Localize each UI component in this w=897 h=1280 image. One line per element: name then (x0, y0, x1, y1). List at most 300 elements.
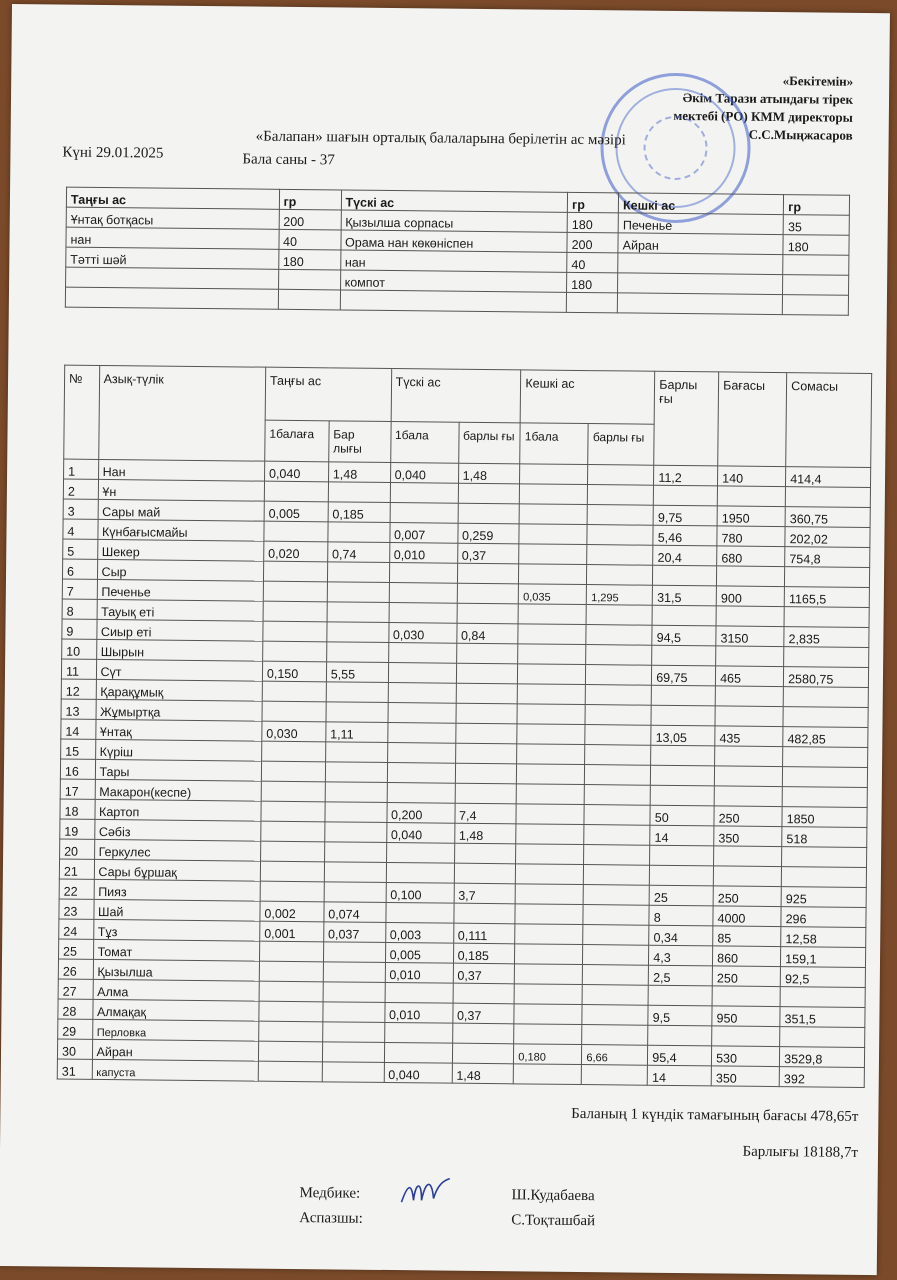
table-cell (457, 603, 519, 624)
table-cell: 15 (61, 739, 96, 759)
table-cell: 0,005 (385, 942, 453, 963)
menu-col-3: гр (567, 192, 618, 213)
table-cell (387, 762, 455, 783)
menu-cell: Печенье (618, 213, 783, 235)
table-cell (652, 605, 716, 626)
table-cell (456, 683, 518, 704)
table-cell (650, 865, 714, 886)
table-cell (260, 861, 324, 882)
table-cell: Күріш (95, 739, 262, 761)
table-cell: 13,05 (651, 725, 715, 746)
sub-lunch-per-child: 1бала (390, 421, 458, 463)
menu-cell: Ұнтақ ботқасы (66, 207, 279, 229)
table-cell: 0,180 (514, 1044, 582, 1065)
sub-breakfast-per-child: 1балаға (265, 420, 329, 462)
table-cell: 50 (650, 805, 714, 826)
table-cell (259, 981, 323, 1002)
table-cell (519, 504, 587, 525)
table-cell: 9 (62, 619, 97, 639)
table-cell: 19 (60, 819, 95, 839)
table-cell (584, 805, 650, 826)
table-cell: 0,001 (260, 921, 324, 942)
table-cell: 0,37 (452, 1003, 514, 1024)
table-cell: Күнбағысмайы (97, 519, 264, 541)
table-cell (516, 784, 584, 805)
table-cell (325, 802, 387, 823)
table-cell: 350 (711, 1066, 779, 1087)
table-cell (327, 602, 389, 623)
table-cell: Сиыр еті (96, 619, 263, 641)
table-cell (584, 845, 650, 866)
table-cell (520, 464, 588, 485)
table-cell: Перловка (92, 1019, 259, 1041)
table-cell: 925 (781, 887, 866, 908)
menu-col-0: Таңғы ас (66, 187, 279, 209)
table-cell (519, 524, 587, 545)
sub-dinner-per-child: 1бала (520, 423, 588, 465)
table-cell: 12 (61, 679, 96, 699)
table-cell (585, 725, 651, 746)
table-cell: 95,4 (648, 1045, 712, 1066)
table-cell (783, 747, 868, 768)
table-cell: 780 (717, 526, 785, 547)
table-cell (453, 983, 515, 1004)
table-cell: 13 (61, 699, 96, 719)
table-cell (518, 604, 586, 625)
table-cell: 0,030 (388, 622, 456, 643)
table-cell: 0,37 (457, 543, 519, 564)
table-cell: 5,46 (653, 525, 717, 546)
table-cell (518, 624, 586, 645)
table-cell: 0,34 (649, 925, 713, 946)
table-cell: 0,259 (457, 523, 519, 544)
table-cell: 0,040 (264, 461, 328, 482)
menu-col-4: Кешкі ас (619, 193, 784, 215)
table-cell: 2,5 (649, 965, 713, 986)
table-cell (518, 684, 586, 705)
table-cell (648, 985, 712, 1006)
table-cell: Ұнтақ (95, 719, 262, 741)
col-breakfast: Таңғы ас (265, 367, 391, 421)
children-count: Бала саны - 37 (242, 151, 335, 169)
table-cell (456, 663, 518, 684)
table-cell (784, 647, 869, 668)
table-cell: 518 (782, 827, 867, 848)
menu-cell (278, 269, 340, 290)
table-cell (518, 664, 586, 685)
table-cell (327, 582, 389, 603)
table-cell (583, 905, 649, 926)
signature-scribble (397, 1174, 453, 1209)
table-cell: Тары (95, 759, 262, 781)
table-cell (517, 704, 585, 725)
table-cell (324, 862, 386, 883)
table-cell (261, 781, 325, 802)
table-cell (712, 1026, 780, 1047)
table-cell (519, 544, 587, 565)
table-cell: 0,185 (328, 502, 390, 523)
cook-name: С.Тоқташбай (511, 1212, 596, 1230)
table-cell (455, 783, 517, 804)
table-cell: 85 (713, 926, 781, 947)
table-cell: 3529,8 (780, 1047, 865, 1068)
table-cell: Тауық еті (97, 599, 264, 621)
menu-col-5: гр (784, 195, 850, 216)
table-cell (263, 561, 327, 582)
table-cell: 8 (649, 905, 713, 926)
table-cell: 414,4 (786, 467, 871, 488)
table-cell: 0,150 (262, 661, 326, 682)
table-cell: 22 (59, 879, 94, 899)
table-cell (780, 1027, 865, 1048)
table-cell (785, 487, 870, 508)
table-cell: 7,4 (455, 803, 517, 824)
table-cell (259, 1021, 323, 1042)
table-cell: 360,75 (785, 507, 870, 528)
table-cell: 10 (62, 639, 97, 659)
table-cell (582, 985, 648, 1006)
table-cell (585, 705, 651, 726)
menu-col-2: Түскі ас (341, 190, 568, 212)
menu-cell: 200 (279, 209, 341, 230)
table-cell (716, 646, 784, 667)
table-cell: 950 (712, 1006, 780, 1027)
col-total-qty: Барлы ғы (654, 371, 719, 466)
table-cell: Қарақұмық (96, 679, 263, 701)
cook-label: Аспазшы: (299, 1210, 363, 1227)
table-cell: 30 (57, 1039, 92, 1059)
table-cell (458, 483, 520, 504)
table-cell (387, 722, 455, 743)
table-cell (389, 582, 457, 603)
col-lunch: Түскі ас (391, 368, 521, 422)
table-cell (582, 1065, 648, 1086)
table-cell (264, 481, 328, 502)
table-cell (586, 665, 652, 686)
menu-cell (66, 267, 279, 289)
table-cell (781, 867, 866, 888)
table-cell: 17 (60, 779, 95, 799)
table-cell (715, 746, 783, 767)
menu-body (65, 207, 849, 315)
table-cell: 31 (57, 1059, 92, 1079)
table-cell (651, 765, 715, 786)
table-cell (325, 822, 387, 843)
table-cell: 4000 (713, 906, 781, 927)
table-cell: Қызылша (93, 959, 260, 981)
menu-cell: 180 (567, 212, 618, 233)
table-cell: Нан (98, 459, 265, 481)
table-cell: 8 (62, 599, 97, 619)
menu-cell: Тәтті шәй (66, 247, 279, 269)
table-cell: 11 (61, 659, 96, 679)
menu-cell (278, 289, 340, 310)
table-cell: 1165,5 (784, 587, 869, 608)
menu-cell (340, 290, 567, 312)
table-cell: 31,5 (653, 585, 717, 606)
table-cell (650, 845, 714, 866)
table-cell (385, 982, 453, 1003)
table-cell (325, 742, 387, 763)
table-cell (714, 786, 782, 807)
table-cell: 11,2 (654, 465, 718, 486)
table-cell: 350 (714, 826, 782, 847)
table-cell (323, 962, 385, 983)
table-cell (322, 1042, 384, 1063)
col-price: Бағасы (718, 372, 787, 467)
menu-cell: 35 (783, 215, 849, 236)
table-cell (514, 1064, 582, 1085)
table-cell (326, 682, 388, 703)
table-cell: 16 (60, 759, 95, 779)
table-cell (386, 842, 454, 863)
table-cell: 435 (715, 726, 783, 747)
table-cell (586, 645, 652, 666)
table-cell: Картоп (94, 799, 261, 821)
table-cell (452, 1023, 514, 1044)
table-cell: 296 (781, 907, 866, 928)
table-cell (259, 1001, 323, 1022)
table-cell (515, 884, 583, 905)
table-cell: 2,835 (784, 627, 869, 648)
table-cell (388, 662, 456, 683)
table-cell (453, 903, 515, 924)
table-cell (651, 685, 715, 706)
table-cell (263, 641, 327, 662)
table-cell: Шекер (97, 539, 264, 561)
table-cell: Шырын (96, 639, 263, 661)
table-cell (516, 804, 584, 825)
table-cell: 9,5 (648, 1005, 712, 1026)
col-product: Азық-түлік (98, 365, 265, 461)
nurse-label: Медбике: (299, 1185, 361, 1202)
table-cell (514, 984, 582, 1005)
table-cell (588, 485, 654, 506)
document-date: Күні 29.01.2025 (62, 144, 164, 162)
table-cell (585, 745, 651, 766)
table-cell: 0,040 (384, 1062, 452, 1083)
table-cell: 92,5 (780, 967, 865, 988)
table-cell (518, 644, 586, 665)
table-cell (516, 824, 584, 845)
table-cell: 0,185 (453, 943, 515, 964)
table-cell: 29 (58, 1019, 93, 1039)
menu-cell (783, 255, 849, 276)
table-cell (259, 941, 323, 962)
table-cell: 94,5 (652, 625, 716, 646)
table-cell: 392 (779, 1067, 864, 1088)
col-dinner: Кешкі ас (520, 370, 655, 424)
table-cell: 754,8 (785, 547, 870, 568)
menu-cell: 180 (783, 235, 849, 256)
table-cell (452, 1043, 514, 1064)
table-cell (648, 1025, 712, 1046)
table-cell (261, 761, 325, 782)
table-cell (782, 787, 867, 808)
table-cell (583, 925, 649, 946)
table-cell (716, 606, 784, 627)
table-cell: 0,200 (386, 802, 454, 823)
menu-cell (617, 293, 782, 315)
table-cell: 250 (713, 886, 781, 907)
table-cell (784, 607, 869, 628)
table-cell (517, 764, 585, 785)
table-cell: 351,5 (780, 1007, 865, 1028)
table-cell (515, 924, 583, 945)
table-cell (583, 965, 649, 986)
table-cell (325, 762, 387, 783)
table-cell (582, 1025, 648, 1046)
table-cell (514, 1024, 582, 1045)
table-cell (322, 1062, 384, 1083)
table-cell: 2580,75 (784, 667, 869, 688)
menu-cell: компот (340, 270, 567, 292)
table-cell: 1,48 (458, 463, 520, 484)
table-cell: 159,1 (781, 947, 866, 968)
table-cell (261, 801, 325, 822)
menu-cell: Қызылша сорпасы (341, 210, 568, 232)
table-cell (384, 1022, 452, 1043)
table-cell (712, 986, 780, 1007)
table-cell (456, 703, 518, 724)
table-cell: 24 (59, 919, 94, 939)
table-cell: 0,010 (389, 542, 457, 563)
table-cell (263, 601, 327, 622)
daily-cost: Баланың 1 күндік тамағының бағасы 478,65т (571, 1105, 859, 1125)
table-cell: 1,48 (452, 1063, 514, 1084)
table-cell: 465 (716, 666, 784, 687)
table-cell: 28 (58, 999, 93, 1019)
table-cell (715, 686, 783, 707)
table-cell: 250 (714, 806, 782, 827)
table-cell (717, 566, 785, 587)
table-cell (586, 605, 652, 626)
table-cell (263, 621, 327, 642)
table-cell: Жұмыртқа (96, 699, 263, 721)
table-cell (587, 545, 653, 566)
table-cell: Сәбіз (94, 819, 261, 841)
table-cell: 0,010 (384, 1002, 452, 1023)
table-cell (585, 785, 651, 806)
table-cell: Томат (93, 939, 260, 961)
table-cell: Макарон(кеспе) (95, 779, 262, 801)
table-cell: 5 (63, 539, 98, 559)
table-cell (717, 486, 785, 507)
table-cell: Сүт (96, 659, 263, 681)
sub-lunch-total: барлы ғы (458, 422, 520, 464)
table-cell: 680 (717, 546, 785, 567)
table-cell (324, 842, 386, 863)
table-cell: 1,48 (454, 823, 516, 844)
col-number: № (64, 365, 100, 459)
table-cell: 0,007 (389, 522, 457, 543)
table-cell (650, 785, 714, 806)
table-cell: 530 (712, 1046, 780, 1067)
table-cell: 3150 (716, 626, 784, 647)
table-cell (388, 702, 456, 723)
table-cell: 23 (59, 899, 94, 919)
table-cell (584, 825, 650, 846)
table-cell (322, 1022, 384, 1043)
table-cell (385, 902, 453, 923)
table-cell: 3,7 (454, 883, 516, 904)
table-cell: Пияз (94, 879, 261, 901)
approval-line-1: «Бекітемін» (782, 73, 854, 89)
table-cell: 1,295 (587, 585, 653, 606)
table-cell (516, 844, 584, 865)
table-cell (388, 682, 456, 703)
table-cell: Сары май (98, 499, 265, 521)
table-cell: 0,010 (385, 962, 453, 983)
table-cell (515, 944, 583, 965)
table-cell (387, 742, 455, 763)
products-table (57, 365, 872, 1088)
table-cell: 0,003 (385, 922, 453, 943)
menu-cell: 40 (278, 229, 340, 250)
table-cell: 1850 (782, 807, 867, 828)
table-cell: 0,37 (453, 963, 515, 984)
table-cell: Тұз (93, 919, 260, 941)
table-cell (324, 882, 386, 903)
table-cell: 5,55 (326, 662, 388, 683)
table-cell: 0,111 (453, 923, 515, 944)
table-cell: 1,11 (326, 722, 388, 743)
table-cell (455, 743, 517, 764)
table-cell (454, 863, 516, 884)
table-cell (583, 885, 649, 906)
table-cell (326, 642, 388, 663)
table-cell (584, 865, 650, 886)
table-cell (386, 862, 454, 883)
nurse-name: Ш.Кудабаева (511, 1187, 595, 1205)
table-cell (785, 567, 870, 588)
menu-cell: Орама нан көкөніспен (341, 230, 568, 252)
table-cell (783, 687, 868, 708)
table-cell: 0,074 (324, 902, 386, 923)
table-cell (326, 702, 388, 723)
products-header-row (64, 365, 872, 426)
table-cell (263, 581, 327, 602)
table-cell: Геркулес (94, 839, 261, 861)
table-cell: 25 (649, 885, 713, 906)
table-cell (258, 1041, 322, 1062)
table-cell (262, 741, 326, 762)
table-cell: 4,3 (649, 945, 713, 966)
table-cell: 6,66 (582, 1045, 648, 1066)
table-cell: 900 (716, 586, 784, 607)
table-cell: 1950 (717, 506, 785, 527)
table-cell (260, 881, 324, 902)
table-cell (783, 767, 868, 788)
table-cell (780, 987, 865, 1008)
table-cell (455, 763, 517, 784)
table-cell: Алма (93, 979, 260, 1001)
table-cell (515, 904, 583, 925)
table-cell (517, 744, 585, 765)
table-cell: 1,48 (328, 462, 390, 483)
table-cell (259, 961, 323, 982)
table-cell: Ұн (98, 479, 265, 501)
table-cell: 0,035 (519, 584, 587, 605)
table-cell (651, 745, 715, 766)
table-cell: 14 (648, 1065, 712, 1086)
table-cell (458, 503, 520, 524)
table-cell (384, 1042, 452, 1063)
table-cell: 18 (60, 799, 95, 819)
table-cell (387, 782, 455, 803)
table-cell (390, 482, 458, 503)
table-cell: 4 (63, 519, 98, 539)
